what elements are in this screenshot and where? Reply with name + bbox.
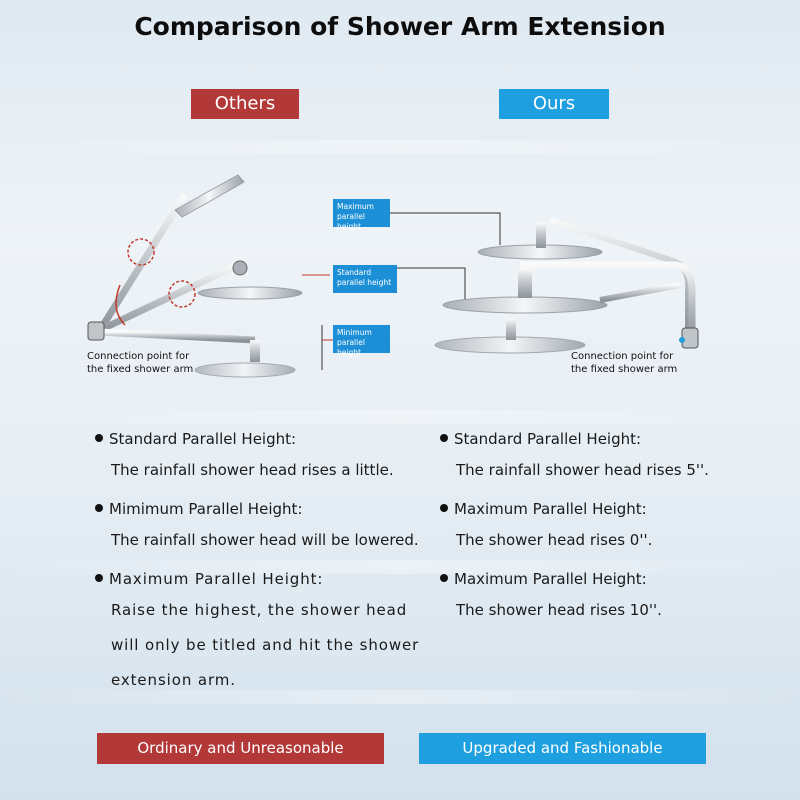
list-item: Maximum Parallel Height: The shower head rises 0''.: [440, 495, 740, 558]
connection-marker: [679, 337, 685, 343]
bullet-icon: [440, 504, 448, 512]
bullet-icon: [440, 574, 448, 582]
swivel-joint: [518, 268, 532, 298]
connection-fitting: [88, 322, 104, 340]
tag-maximum-height: Maximum parallel height: [333, 199, 390, 227]
swivel-joint: [233, 261, 247, 275]
list-item: Mimimum Parallel Height: The rainfall shower head will be lowered.: [95, 495, 440, 558]
list-item: Maximum Parallel Height: Raise the highest, the shower head will only be titled and hit the shower extension arm.: [95, 565, 440, 698]
bullet-icon: [440, 434, 448, 442]
shower-head-standard: [443, 297, 607, 313]
tag-standard-height: Standard parallel height: [333, 265, 397, 293]
ours-badge: Ours: [499, 89, 609, 119]
tag-minimum-height: Minimum parallel height: [333, 325, 390, 353]
water-ripple: [0, 410, 800, 424]
ours-shower-arm: [435, 220, 698, 353]
bullet-icon: [95, 504, 103, 512]
list-item: Maximum Parallel Height: The shower head rises 10''.: [440, 565, 740, 628]
arm-maximum: [550, 220, 688, 330]
water-ripple: [0, 140, 800, 154]
others-shower-arm: [88, 175, 302, 377]
others-points: [95, 425, 440, 705]
shower-head-neck: [250, 340, 260, 362]
bullet-icon: [95, 434, 103, 442]
shower-head-neck: [536, 222, 546, 248]
page-title: Comparison of Shower Arm Extension: [134, 12, 666, 41]
arm-lowered: [100, 332, 255, 340]
list-item: Standard Parallel Height: The rainfall shower head rises 5''.: [440, 425, 740, 488]
footer-ordinary-badge: Ordinary and Unreasonable: [97, 733, 384, 764]
footer-upgraded-badge: Upgraded and Fashionable: [419, 733, 706, 764]
connection-note-right: Connection point for the fixed shower arm: [571, 351, 678, 375]
others-badge: Others: [191, 89, 299, 119]
bullet-icon: [95, 574, 103, 582]
connection-note-left: Connection point for the fixed shower arm: [87, 351, 194, 375]
arm-minimum: [600, 285, 680, 300]
connection-fitting: [682, 328, 698, 348]
ours-points: [440, 425, 740, 635]
list-item: Standard Parallel Height: The rainfall shower head rises a little.: [95, 425, 440, 488]
shower-head-standard: [198, 287, 302, 299]
shower-head-neck: [506, 318, 516, 340]
shower-head-lowered: [195, 363, 295, 377]
